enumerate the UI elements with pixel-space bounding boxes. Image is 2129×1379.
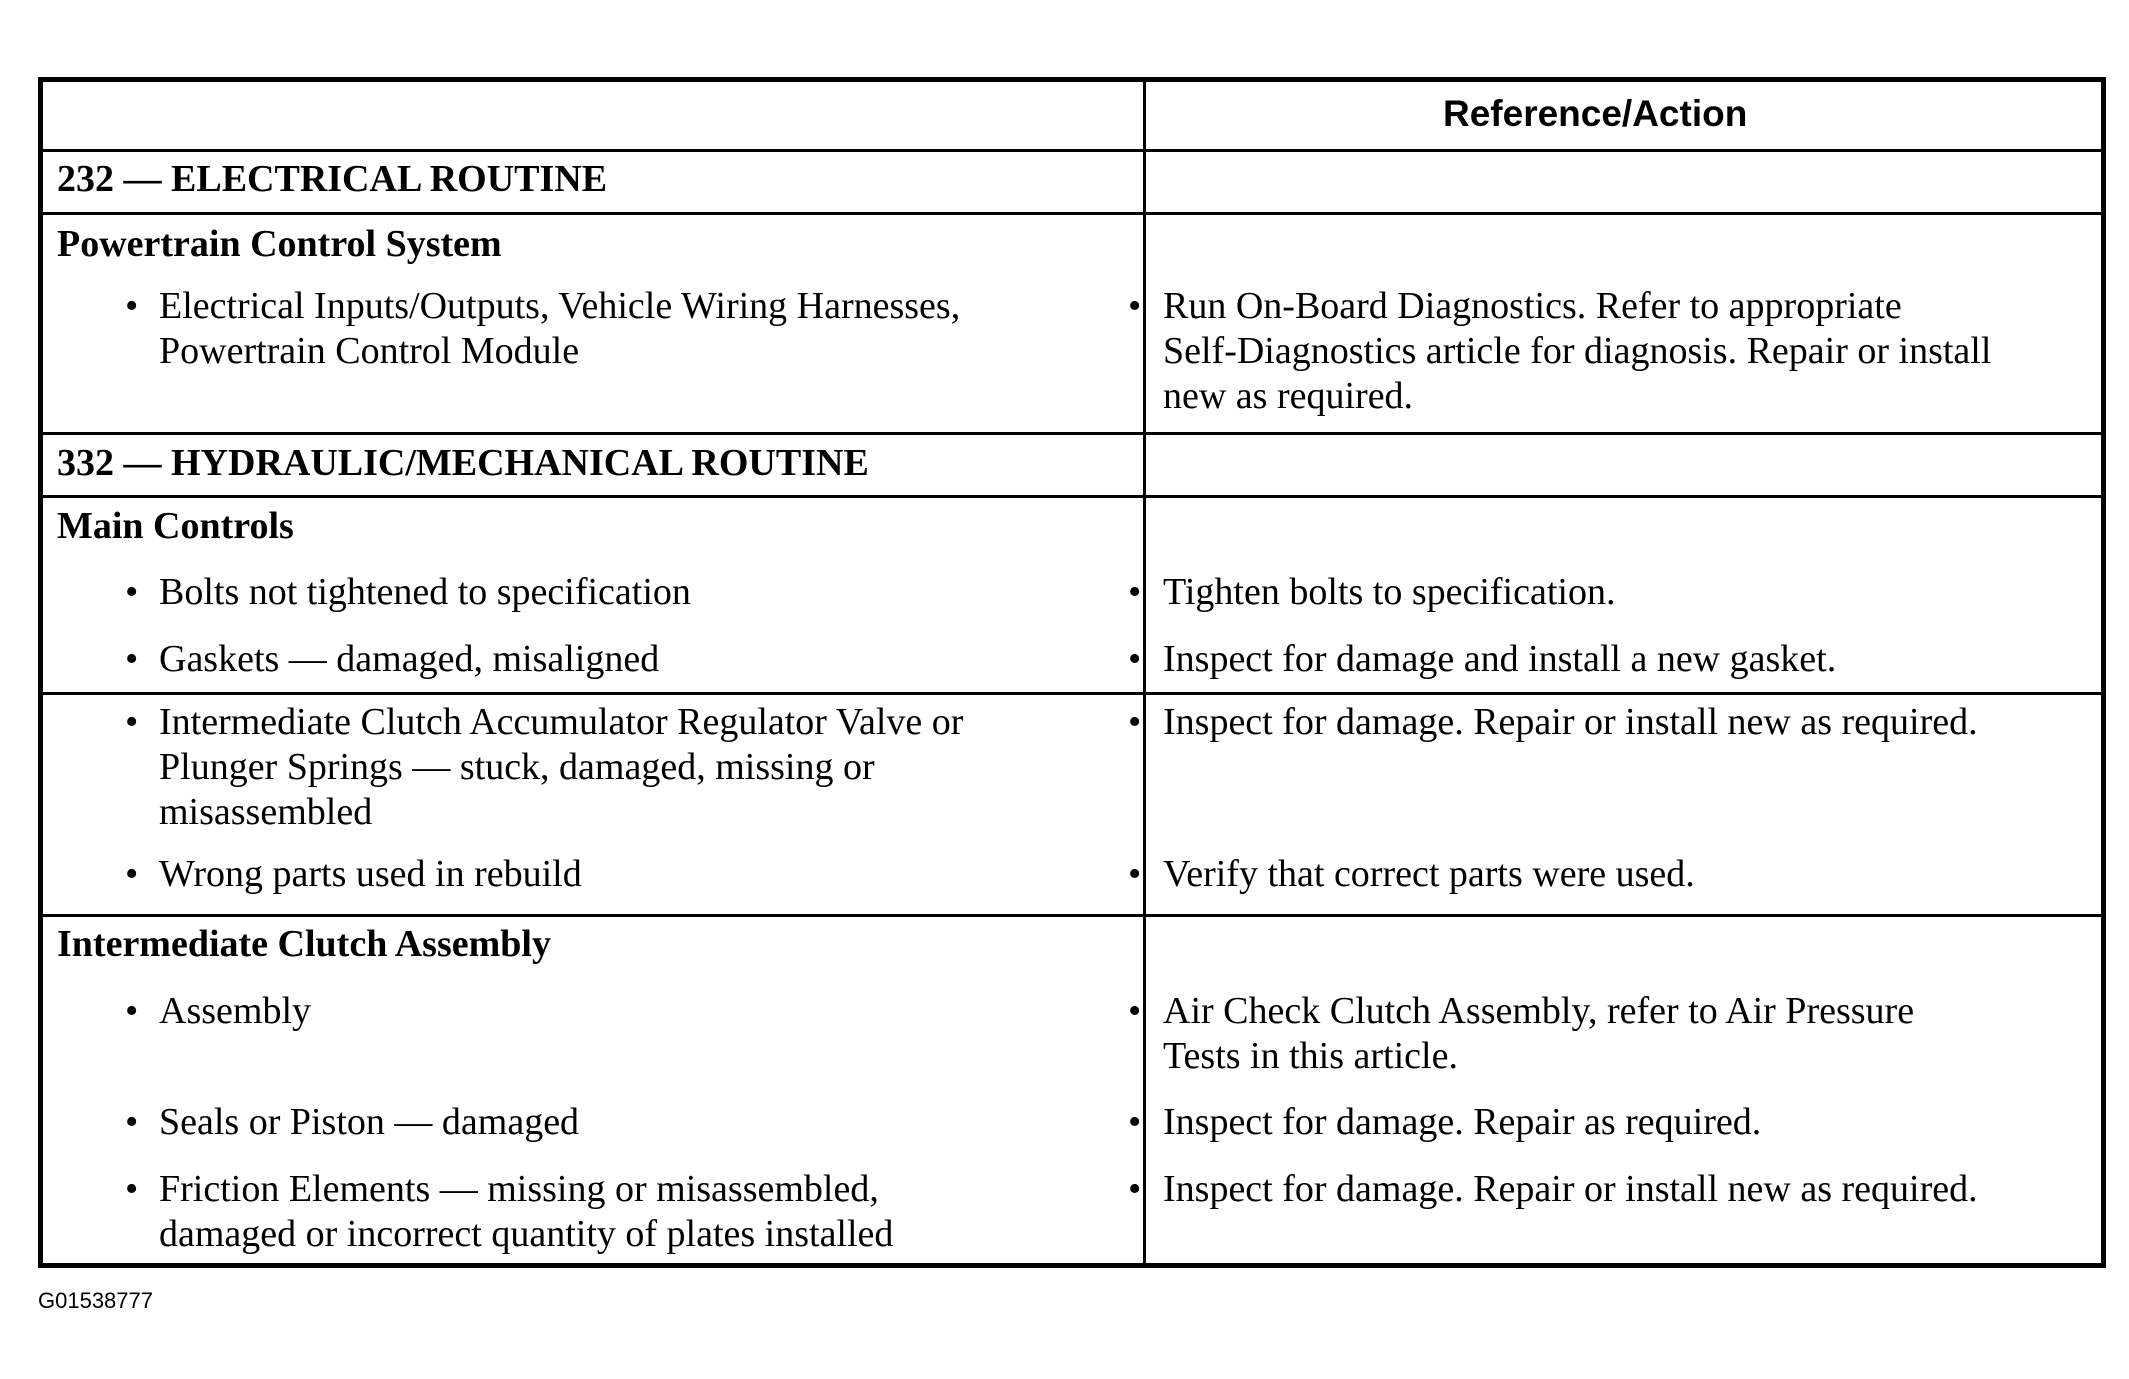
row-rule: [43, 212, 2101, 215]
group-title-main-controls: Main Controls: [57, 505, 294, 547]
row-rule: [43, 432, 2101, 435]
bullet-marker: [1128, 989, 1141, 1034]
condition-item: Intermediate Clutch Accumulator Regulator Valve or Plunger Springs — stuck, damaged, missing or misassembled: [159, 701, 964, 833]
action-item: Inspect for damage. Repair or install new as required.: [1163, 1168, 1978, 1210]
action-item: Run On-Board Diagnostics. Refer to appropriate Self-Diagnostics article for diagnosis. Repair or install new as required.: [1163, 285, 1992, 417]
bullet-marker: [125, 989, 138, 1034]
figure-id: G01538777: [38, 1288, 153, 1313]
diagnosis-table: [38, 77, 2106, 1268]
condition-item: Friction Elements — missing or misassembled, damaged or incorrect quantity of plates installed: [159, 1168, 894, 1255]
bullet-marker: [125, 700, 138, 745]
bullet-marker: [125, 1167, 138, 1212]
bullet-marker: [1128, 570, 1141, 615]
row-rule: [43, 692, 2101, 695]
section-title-electrical: 232 — ELECTRICAL ROUTINE: [57, 158, 608, 200]
row-rule: [43, 495, 2101, 498]
bullet-marker: [1128, 284, 1141, 329]
bullet-marker: [125, 284, 138, 329]
bullet-marker: [1128, 1100, 1141, 1145]
condition-item: Electrical Inputs/Outputs, Vehicle Wiring Harnesses, Powertrain Control Module: [159, 285, 961, 372]
action-item: Inspect for damage and install a new gasket.: [1163, 638, 1837, 680]
condition-item: Gaskets — damaged, misaligned: [159, 638, 660, 680]
bullet-marker: [1128, 852, 1141, 897]
action-item: Inspect for damage. Repair or install new as required.: [1163, 701, 1978, 743]
group-title-intermediate-clutch: Intermediate Clutch Assembly: [57, 923, 551, 965]
action-item: Tighten bolts to specification.: [1163, 571, 1616, 613]
row-rule: [43, 149, 2101, 152]
group-title-powertrain: Powertrain Control System: [57, 223, 502, 265]
section-title-hydraulic: 332 — HYDRAULIC/MECHANICAL ROUTINE: [57, 442, 869, 484]
action-item: Verify that correct parts were used.: [1163, 853, 1695, 895]
bullet-marker: [125, 570, 138, 615]
action-item: Inspect for damage. Repair as required.: [1163, 1101, 1762, 1143]
bullet-marker: [125, 1100, 138, 1145]
column-divider: [1143, 82, 1146, 1263]
bullet-marker: [125, 637, 138, 682]
bullet-marker: [1128, 1167, 1141, 1212]
action-item: Air Check Clutch Assembly, refer to Air Pressure Tests in this article.: [1163, 990, 1915, 1077]
condition-item: Bolts not tightened to specification: [159, 571, 691, 613]
row-rule: [43, 914, 2101, 917]
bullet-marker: [125, 852, 138, 897]
header-reference-action: Reference/Action: [1443, 93, 1748, 134]
condition-item: Assembly: [159, 990, 311, 1032]
bullet-marker: [1128, 637, 1141, 682]
bullet-marker: [1128, 700, 1141, 745]
condition-item: Wrong parts used in rebuild: [159, 853, 582, 895]
condition-item: Seals or Piston — damaged: [159, 1101, 580, 1143]
